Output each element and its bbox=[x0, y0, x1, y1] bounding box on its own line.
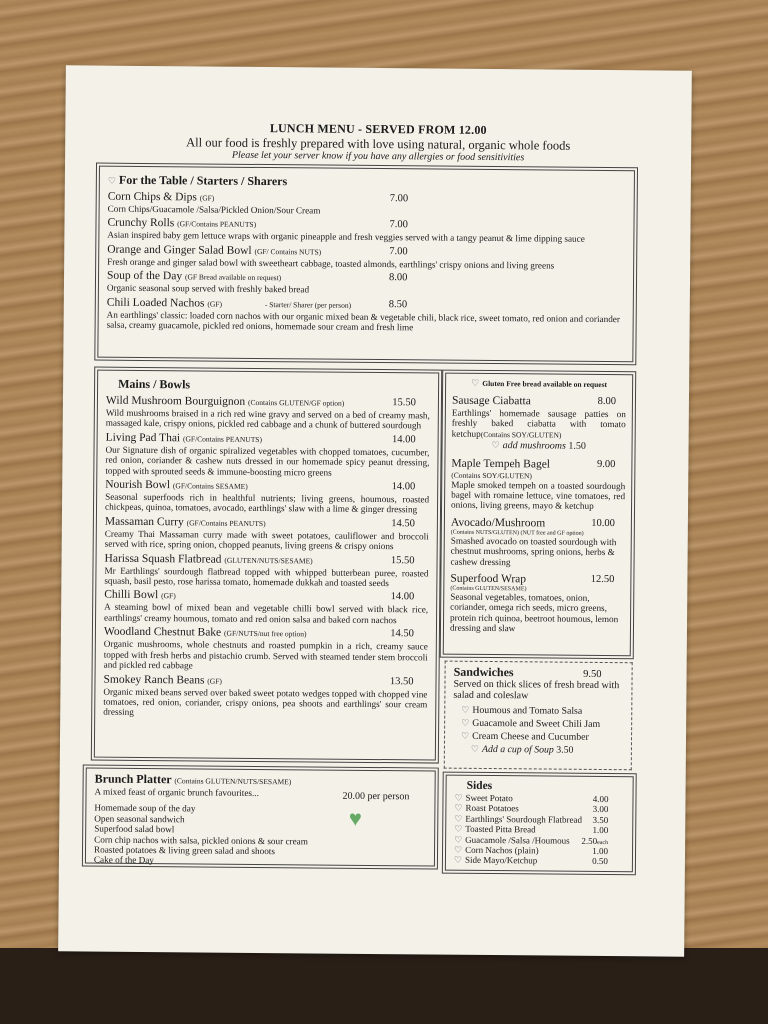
addon: ♡ add mushrooms 1.50 bbox=[491, 440, 586, 453]
item-price: 7.00 bbox=[389, 193, 409, 205]
item-price: 8.00 bbox=[388, 272, 408, 284]
starter-item: Soup of the Day (GF Bread available on request) 8.00 Organic seasonal soup served with freshly baked bread bbox=[107, 270, 625, 298]
mains-section bbox=[94, 370, 439, 761]
heart-icon: ♡ bbox=[107, 175, 116, 186]
item-price: 9.00 bbox=[596, 458, 616, 470]
menu-subtitle: All our food is freshly prepared with love using natural, organic whole foods bbox=[186, 135, 571, 153]
item-price: 15.50 bbox=[392, 397, 416, 409]
heart-icon: ♡ bbox=[491, 440, 500, 451]
brunch-section bbox=[85, 767, 436, 866]
menu-header bbox=[65, 119, 691, 165]
starter-item: Corn Chips & Dips (GF) 7.00 Corn Chips/Guacamole /Salsa/Pickled Onion/Sour Cream bbox=[108, 191, 626, 219]
main-item: Wild Mushroom Bourguignon (Contains GLUTEN/GF option) 15.50 Wild mushrooms braised in a rich red wine gravy and served on a bed of creamy mash, massaged kale, crispy onions, pickled red cabbage and a chunk of buttered sourdough bbox=[105, 394, 430, 431]
heart-icon: ♡ bbox=[454, 823, 463, 834]
menu-title: LUNCH MENU - SERVED FROM 12.00 bbox=[269, 121, 487, 137]
item-price: 13.50 bbox=[389, 675, 414, 687]
item-description: Organic mixed beans served over baked sweet potato wedges topped with chopped vine tomatoes, red onion, coriander, crispy onions, pea shoots and earthlings' sour cream dressing bbox=[103, 686, 428, 718]
heart-icon: ♡ bbox=[460, 730, 470, 741]
item-price: 8.50 bbox=[388, 298, 408, 310]
item-price: 14.00 bbox=[391, 433, 416, 446]
item-price: 12.50 bbox=[590, 573, 615, 586]
main-item: Nourish Bowl (GF/Contains SESAME) 14.00 Seasonal superfoods rich in healthful nutrients; living greens, houmous, roasted chickpeas, quinoa, tomatoes, avocado, earthlings' slaw with a lime & ginger dressing bbox=[104, 478, 430, 515]
starter-item: Orange and Ginger Salad Bowl (GF/ Contains NUTS) 7.00 Fresh orange and ginger salad bowl with sweetheart cabbage, toasted almonds, earthlings' crispy onions and living greens bbox=[107, 243, 625, 271]
side-item: ♡ Sweet Potato 4.00 bbox=[454, 792, 609, 805]
brunch-item: Homemade soup of the day bbox=[94, 802, 196, 814]
allergy-note: Please let your server know if you have any allergies or food sensitivities bbox=[231, 149, 525, 164]
sandwiches-title: Sandwiches bbox=[453, 664, 514, 680]
item-description: Wild mushrooms braised in a rich red wine gravy and served on a bed of creamy mash, massaged kale, crispy onions, pickled red cabbage and a chunk of buttered sourdough bbox=[105, 407, 430, 431]
heart-icon: ♡ bbox=[471, 377, 480, 388]
gf-bread-note: ♡ Gluten Free bread available on request bbox=[471, 377, 608, 390]
heart-icon: ♡ bbox=[454, 844, 463, 855]
brunch-price: 20.00 per person bbox=[342, 790, 410, 803]
brunch-item: Superfood salad bowl bbox=[94, 823, 175, 835]
heart-icon: ♡ bbox=[454, 792, 463, 803]
brunch-item: Corn chip nachos with salsa, pickled onions & sour cream bbox=[94, 834, 308, 847]
item-description: Organic mushrooms, whole chestnuts and roasted pumpkin in a rich, creamy sauce topped with fresh herbs and pistachio crumb. Served with steamed tender stem broccoli and pickled red cabbage bbox=[103, 638, 428, 671]
main-item: Living Pad Thai (GF/Contains PEANUTS) 14.00 Our Signature dish of organic spiralized vegetables with chopped tomatoes, cucumber, red onion, coriander & cashew nuts dressed in our homemade spicy peanut dressing, topped with sprouted seeds & immune-boosting micro greens bbox=[105, 431, 430, 478]
side-item: ♡ Earthlings' Sourdough Flatbread 3.50 bbox=[454, 813, 609, 825]
brunch-title: Brunch Platter (Contains GLUTEN/NUTS/SESAME) bbox=[94, 771, 292, 787]
item-description: A steaming bowl of mixed bean and vegetable chilli bowl served with black rice, earthlings' creamy houmous, tomato and red onion salsa and baked corn nachos bbox=[104, 602, 429, 626]
bread-item: Superfood Wrap 12.50 (Contains GLUTEN/SESAME) Seasonal vegetables, tomatoes, onion, coriander, omega rich seeds, micro greens, protein rich quinoa, beetroot houmous, lemon dressing and slaw bbox=[450, 573, 625, 635]
main-item: Harissa Squash Flatbread (GLUTEN/NUTS/SESAME) 15.50 Mr Earthlings' sourdough flatbread topped with whipped butterbean puree, roasted squash, basil pesto, rose harissa tomato, homemade dukkah and toasted seeds bbox=[104, 552, 429, 589]
item-description: Our Signature dish of organic spiralized vegetables with chopped tomatoes, cucumber, red onion, coriander & cashew nuts dressed in our homemade spicy peanut dressing, topped with sprouted seeds & immune-boosting micro greens bbox=[105, 444, 430, 478]
starters-section bbox=[97, 166, 635, 363]
main-item: Smokey Ranch Beans (GF) 13.50 Organic mixed beans served over baked sweet potato wedges topped with chopped vine tomatoes, red onion, coriander, crispy onions, pea shoots and earthlings' sour cream dressing bbox=[103, 673, 427, 720]
heart-icon: ♡ bbox=[461, 717, 470, 728]
sandwich-option: ♡ Houmous and Tomato Salsa bbox=[461, 704, 583, 717]
main-item: Woodland Chestnut Bake (GF/NUTS/nut free option) 14.50 Organic mushrooms, whole chestnuts and roasted pumpkin in a rich, creamy sauce topped with fresh herbs and pistachio crumb. Served with steamed tender stem broccoli and pickled red cabbage bbox=[104, 626, 428, 673]
item-description: Mr Earthlings' sourdough flatbread topped with whipped butterbean puree, roasted squash, basil pesto, rose harissa tomato, homemade dukkah and toasted seeds bbox=[104, 565, 429, 589]
sides-title: Sides bbox=[466, 779, 493, 793]
item-description: Asian inspired baby gem lettuce wraps with organic pineapple and fresh veggies served with a tangy peanut & lime dipping sauce bbox=[107, 230, 585, 245]
side-item: ♡ Side Mayo/Ketchup 0.50 bbox=[453, 855, 608, 867]
bread-item: Sausage Ciabatta 8.00 Earthlings' homemade sausage patties on freshly baked ciabatta with tomato ketchup(Contains SOY/GLUTEN) ♡ add mushrooms 1.50 bbox=[451, 394, 626, 453]
brunch-item: Open seasonal sandwich bbox=[94, 813, 185, 825]
main-item: Massaman Curry (GF/Contains PEANUTS) 14.50 Creamy Thai Massaman curry made with sweet potatoes, cauliflower and broccoli served with rice, spring onion, chopped peanuts, living greens & crispy onions bbox=[104, 515, 429, 552]
heart-icon: ♡ bbox=[470, 743, 480, 754]
heart-icon: ♡ bbox=[461, 704, 470, 715]
bread-section bbox=[443, 373, 633, 657]
bread-item: Avocado/Mushroom 10.00 (Contains NUTS/GLUTEN) (NUT free and GF option) Smashed avocado on toasted sourdough with chestnut mushrooms, spring onions, herbs & cashew dressing bbox=[451, 517, 625, 569]
sandwiches-section bbox=[444, 661, 633, 771]
item-price: 14.00 bbox=[390, 591, 415, 603]
table-edge bbox=[0, 948, 768, 1024]
starters-title: ♡ For the Table / Starters / Sharers bbox=[107, 172, 288, 189]
heart-icon: ♡ bbox=[453, 855, 463, 866]
heart-icon: ♡ bbox=[454, 803, 463, 814]
item-description: Fresh orange and ginger salad bowl with sweetheart cabbage, toasted almonds, earthlings' crispy onions and living greens bbox=[107, 256, 555, 271]
item-description: Corn Chips/Guacamole /Salsa/Pickled Onion/Sour Cream bbox=[107, 203, 321, 216]
side-item: ♡ Roast Potatoes 3.00 bbox=[454, 803, 609, 815]
sandwich-option: ♡ Cream Cheese and Cucumber bbox=[460, 730, 589, 743]
heart-icon: ♡ bbox=[454, 813, 463, 824]
item-description: Seasonal superfoods rich in healthful nutrients; living greens, houmous, roasted chickpeas, quinoa, tomatoes, avocado, earthlings' slaw with a lime & ginger dressing bbox=[104, 491, 430, 515]
sandwich-option: ♡ Guacamole and Sweet Chili Jam bbox=[461, 717, 601, 730]
main-item: Chilli Bowl (GF) 14.00 A steaming bowl of mixed bean and vegetable chilli bowl served with black rice, earthlings' creamy houmous, tomato and red onion salsa and baked corn nachos bbox=[104, 589, 429, 626]
starter-item: Crunchy Rolls (GF/Contains PEANUTS) 7.00 Asian inspired baby gem lettuce wraps with organic pineapple and fresh veggies served with a tangy peanut & lime dipping sauce bbox=[107, 217, 625, 245]
item-description: Seasonal vegetables, tomatoes, onion, coriander, omega rich seeds, micro greens, protein rich quinoa, beetroot houmous, lemon dressing and slaw bbox=[449, 591, 619, 634]
item-price: 15.50 bbox=[390, 554, 415, 567]
heart-icon: ♥ bbox=[348, 805, 362, 831]
sandwiches-description: Served on thick slices of fresh bread with salad and coleslaw bbox=[453, 678, 620, 702]
item-description: Maple smoked tempeh on a toasted sourdough bagel with romaine lettuce, vine tomatoes, red onions, living greens, mayo & ketchup bbox=[451, 479, 626, 512]
item-price: 8.00 bbox=[597, 395, 617, 408]
brunch-subtitle: A mixed feast of organic brunch favourites... bbox=[94, 786, 259, 798]
item-price: 14.50 bbox=[390, 628, 414, 640]
starter-item: Chili Loaded Nachos (GF) - Starter/ Sharer (per person) 8.50 An earthlings' classic: loaded corn nachos with our organic mixed bean & vegetable chili, black rice, sweet tomato, red onion and coriander salsa, creamy guacamole, pickled red onions, homemade sour cream and fresh lime bbox=[107, 296, 625, 334]
item-price: 7.00 bbox=[389, 245, 408, 258]
side-item: ♡ Toasted Pitta Bread 1.00 bbox=[454, 823, 609, 836]
item-description: Organic seasonal soup served with freshly baked bread bbox=[106, 282, 310, 295]
sandwiches-price: 9.50 bbox=[583, 668, 602, 680]
side-item: ♡ Corn Nachos (plain) 1.00 bbox=[454, 844, 609, 857]
item-price: 14.50 bbox=[391, 517, 415, 530]
heart-icon: ♡ bbox=[454, 834, 463, 845]
side-item: ♡ Guacamole /Salsa /Houmous 2.50each bbox=[454, 834, 609, 846]
item-description: An earthlings' classic: loaded corn nachos with our organic mixed bean & vegetable chili, black rice, sweet tomato, red onion and coriander salsa, creamy guacamole, pickled red onions, homemade sour cream and fresh lime bbox=[106, 309, 620, 333]
item-price: 10.00 bbox=[591, 517, 615, 529]
brunch-item: Roasted potatoes & living green salad and shoots bbox=[93, 844, 275, 857]
item-description: Smashed avocado on toasted sourdough with chestnut mushrooms, spring onions, herbs & cashew dressing bbox=[450, 535, 617, 567]
item-price: 14.00 bbox=[391, 481, 416, 493]
sides-section bbox=[445, 775, 634, 873]
item-description: Earthlings' homemade sausage patties on freshly baked ciabatta with tomato ketchup(Contains SOY/GLUTEN) bbox=[451, 407, 626, 440]
sandwich-addon: ♡ Add a cup of Soup 3.50 bbox=[470, 743, 574, 756]
bread-item: Maple Tempeh Bagel 9.00 (Contains SOY/GLUTEN) Maple smoked tempeh on a toasted sourdough bagel with romaine lettuce, vine tomatoes, red onions, living greens, mayo & ketchup bbox=[451, 457, 626, 512]
menu-sheet bbox=[58, 65, 692, 956]
item-description: Creamy Thai Massaman curry made with sweet potatoes, cauliflower and broccoli served with rice, spring onion, chopped peanuts, living greens & crispy onions bbox=[104, 528, 429, 552]
brunch-item: Cake of the Day bbox=[93, 854, 154, 866]
item-price: 7.00 bbox=[389, 219, 408, 231]
mains-title: Mains / Bowls bbox=[118, 376, 191, 392]
